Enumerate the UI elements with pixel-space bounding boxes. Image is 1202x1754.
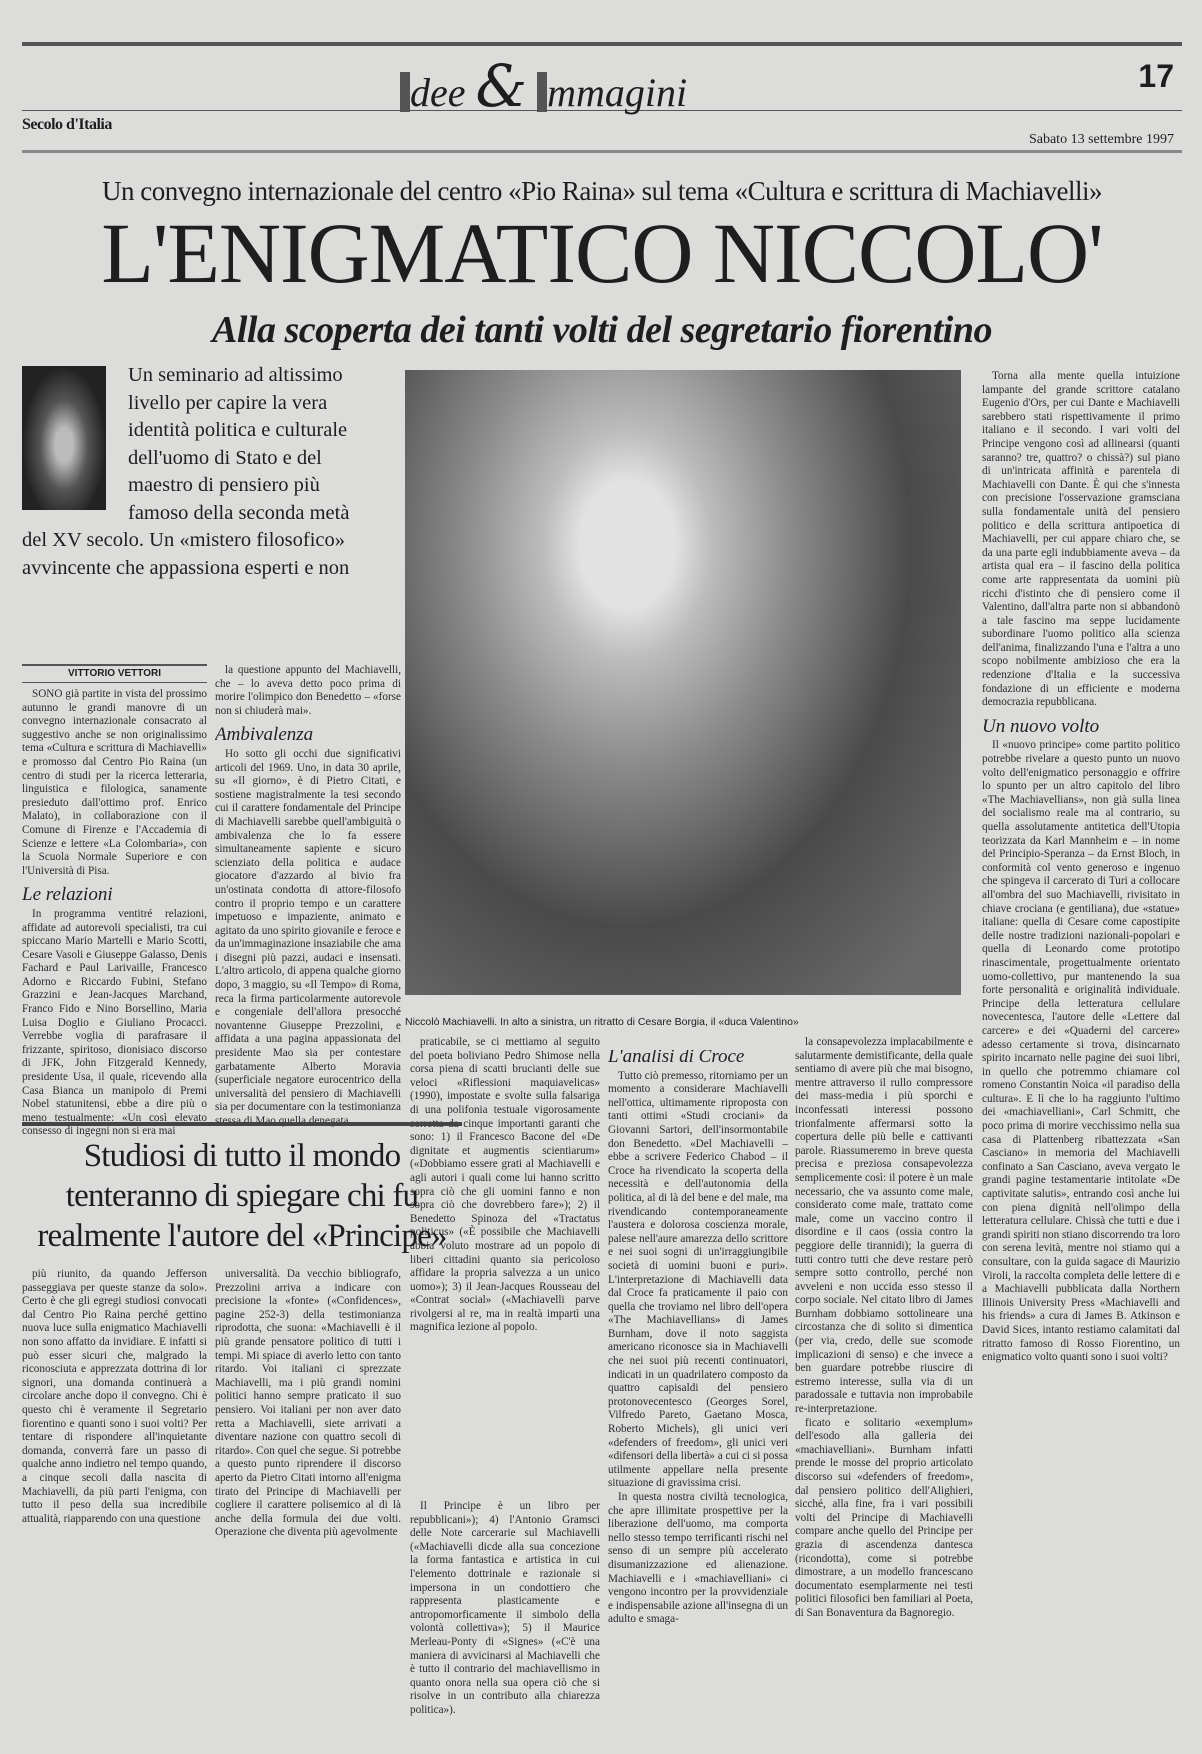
paragraph: la consapevolezza implacabilmente e salutarmente demistificante, della quale sentiamo di avere più che mai bisogno, mentre attraverso il rullo compressore dei mass-media i più sporchi e inconfessati interessi possono trionfalmente affermarsi sotto la copertura delle più belle e cattivanti parole. Riassumeremo in breve questa precisa e preziosa consapevolezza semplicemente così: il potere è un male necessario, che va assunto come male, considerato come male, trattato come male, come un vaccino contro il disordine e il caos (ossia contro la peggiore delle tirannidi); la guerra di tutti contro tutti che deve restare però sempre sotto controllo, perché non avveleni e non uccida esso stesso il corpo sociale. Nel citato libro di James Burnham dobbiamo sottolineare una circostanza che di solito si dimentica (per via, credo, delle sue scomode implicazioni di senso) e che invece a ben guardare potrebbe riuscire di estremo interesse, sulla via di un paradossale e tuttavia non improbabile re-interpretazione. <box>795 1036 973 1416</box>
author-byline: VITTORIO VETTORI <box>22 664 207 683</box>
intro-text-body: Un seminario ad altissimo livello per capire la vera identità politica e culturale dell'uomo di Stato e del maestro di pensiero più famoso della seconda metà del XV secolo. Un «mistero filosofico» avvincente che appassiona esperti e non <box>22 364 350 579</box>
paragraph: più riunito, da quando Jefferson passeggiava per queste stanze da solo». Certo è che gli egregi studiosi convocati dal Centro Pio Raina perché gettino nuova luce sulla enigmatico Machiavelli non sono affatto da invidiare. E infatti si può esser sicuri che, malgrado la riconosciuta e apprezzata dottrina di lor signori, una domanda continuerà a circolare anche dopo il convegno. Chi è questo chi è veramente il Segretario fiorentino e quanti sono i suoi volti? Per tentare di rispondere all'inquietante domanda, converrà fare un passo di qualche anno indietro nel tempo quando, a cinque secoli dalla nascita di Machiavelli, da più parti l'enigma, con tutto il peso della sua incredibile attualità, riapparendo con una questione <box>22 1268 207 1525</box>
paragraph: Ho sotto gli occhi due significativi articoli del 1969. Uno, in data 30 aprile, su «Il giorno», è di Pietro Citati, e sostiene magistralmente la tesi secondo cui il carattere fondamentale del Principe di Machiavelli sarebbe quell'ambiguità o ambivalenza che lo fa essere simultaneamente sapiente e sicuro scienziato della politica e audace giocatore d'azzardo al bivio fra un'ostinata condotta di attore-filosofo contro il proprio tempo e un carattere impetuoso e impaziente, animato e agitato da uno spirito giovanile e feroce e da un'immaginazione insaziabile che ama i disegni più pazzi, audaci e insensati. L'altro articolo, di appena qualche giorno dopo, 3 maggio, su «Il Tempo» di Roma, reca la firma particolarmente autorevole e congeniale dell'allora presocché novantenne Giuseppe Prezzolini, e affidata a una pagina appassionata del presidente Mao sia per contestare garbatamente Alberto Moravia (superficiale negatore eurocentrico della universalità del pensiero di Machiavelli sia per documentare con la testimonianza stessa di Mao quella denegata <box>215 747 401 1127</box>
paragraph: Il Principe è un libro per repubblicani»); 4) l'Antonio Gramsci delle Note carcerarie sul Machiavelli («Machiavelli dicde alla sua concezione la forma fantastica e artistica in cui l'elemento dottrinale e razionale si impersona in un condottiero che rappresenta plasticamente e antropomorficamente il simbolo della volontà collettiva»); 5) il Maurice Merleau-Ponty di «Signes» («C'è una maniera di avvicinarsi al Machiavelli che è tutto il contrario del machiavellismo in quanto onora nella sua opera ciò che si risolve in un contributo alla chiarezza politica»). <box>410 1500 600 1716</box>
column-6 <box>982 370 1180 1740</box>
paragraph: Tutto ciò premesso, ritorniamo per un momento a considerare Machiavelli nell'ottica, ultimamente riproposta con tanti ottimi «Studi crociani» da Giovanni Sartori, dell'insormontabile don Benedetto. «Del Machiavelli – ebbe a scrivere Federico Chabod – il Croce ha rivendicato la scoperta della necessità e dell'autonomia della politica, al di là del bene e del male, ma rivendicando contemporaneamente l'austera e dolorosa coscienza morale, palese nell'aure amarezza dello scrittore e nei suoi sogni di un'irraggiungibile società di uomini buoni e puri». L'interpretazione di Machiavelli data dal Croce fa praticamente il paio con quella che troviamo nel libro dell'opera «The Machiavellians» di James Burnham, dove il noto saggista americano riconosce sia in Machiavelli che nei suoi più recenti continuatori, indicati in un quadrilatero composto da quattro capisaldi del pensiero protonovecentesco (Georges Sorel, Vilfredo Pareto, Gaetano Mosca, Roberto Michels), gli unici veri «defenders of freedom», gli unici veri «difensori della libertà» a cui ci si possa utilmente appellare nella presente situazione di gravissima crisi. <box>608 1069 788 1490</box>
kicker: Un convegno internazionale del centro «Pio Raina» sul tema «Cultura e scrittura di Machiavelli» <box>102 176 1102 206</box>
lower-column-1 <box>22 1268 207 1738</box>
subhead-ambivalenza: Ambivalenza <box>215 724 314 746</box>
subhead-croce: L'analisi di Croce <box>608 1050 745 1067</box>
section-title-left: dee <box>410 70 466 115</box>
top-rule <box>22 42 1182 46</box>
ampersand: & <box>475 52 528 120</box>
paragraph: la questione appunto del Machiavelli, che – lo aveva detto poco prima di morire l'olimpico don Benedetto – «forse non si chiuderà mai». <box>215 664 401 717</box>
intro-text <box>22 362 367 582</box>
paragraph: ficato e solitario «exemplum» dell'esodo alla galleria dei «machiavelliani». Burnham infatti prende le mosse del proprio articolato discorso sui «defenders of freedom», dal pensiero politico dell'Alighieri, sicché, alla fine, fra i vari possibili volti del Principe di Machiavelli compare anche quello del Principe per grazia di ascendenza dantesca (ricondotta), come si potrebbe dimostrare, a un modello francescano documentato esemplarmente nei testi politici filosofici ben familiari al Poeta, di San Bonaventura da Bagnoregio. <box>795 1416 973 1619</box>
paragraph: SONO già partite in vista del prossimo autunno le grandi manovre di un convegno internazionale consacrato al suggestivo anche se non originalissimo tema «Cultura e scrittura di Machiavelli» e promosso dal Centro Pio Raina (un centro di studi per la ricerca letteraria, linguistica e filologica, sanamente presieduto dall'ottimo prof. Enrico Malato), in collaborazione con il Comune di Firenze e l'Accademia di Scienze e lettere «La Colombaria», con la Scuola Normale Superiore e con l'Università di Pisa. <box>22 688 207 877</box>
paragraph: Torna alla mente quella intuizione lampante del grande scrittore catalano Eugenio d'Ors, per cui Dante e Machiavelli sarebbero stati rispettivamente il primo italiano e il secondo. I vari volti del Principe vengono così ad allinearsi (quanti saranno? tre, quattro? o chissà?) sul piano di un'intricata affinità e parentela di Machiavelli con Dante. È qui che s'innesta con precisione l'osservazione gramsciana sulla fondamentale unità del pensiero politico e della scrittura antipoetica di Machiavelli, per cui appare chiaro che, se da una parte egli indubbiamente aveva – da artista qual era – il fascino della politica come arte rappresentata da uomini più ricchi d'istinto che di pensiero come il Valentino, dall'altra parte non si abbandonò a tale fascino ma seppe lucidamente subordinare l'uomo politico alla scienza dell'anima, finalizzando l'una e l'altra a uno scopo nobilmente ambizioso che era la redenzione d'Italia e la successiva fondazione di un efficiente e moderna democrazia repubblicana. <box>982 370 1180 709</box>
column-4 <box>608 1050 788 1740</box>
paragraph: In programma ventitré relazioni, affidate ad autorevoli specialisti, tra cui spiccano Mario Martelli e Mario Scotti, Cesare Vasoli e Giuseppe Galasso, Denis Fachard e Paul Larivaille, Francesco Adorno e Riccardo Fubini, Stefano Grazzini e Jean-Jacques Marchand, Franco Fido e Nino Borsellino, Maria Luisa Doglio e Giuliano Procacci. Verrebbe voglia di parafrasare il frizzante, spiritoso, dionisiaco discorso di JFK, John Fitzgerald Kennedy, presidente Usa, il quale, ricevendo alla Casa Bianca un manipolo di Premi Nobel statunitensi, ebbe a dire più o meno testualmente: «Un così elevato consesso di ingegni non si era mai <box>22 907 207 1138</box>
paragraph: In questa nostra civiltà tecnologica, che apre illimitate prospettive per la liberazione dell'uomo, ma comporta nello stesso tempo terrificanti rischi nel senso di un sempre più accelerato disumanizzazione ed alienazione. Machiavelli e i «machiavelliani» ci vengono incontro per la provvidenziale e indispensabile azione all'insegna di un adulto e smaga- <box>608 1491 788 1626</box>
issue-date: Sabato 13 settembre 1997 <box>1028 132 1174 147</box>
page-number: 17 <box>1138 58 1174 94</box>
section-title <box>400 52 800 120</box>
headline: L'ENIGMATICO NICCOLO' <box>101 205 1103 301</box>
paragraph: Il «nuovo principe» come partito politico potrebbe rivelare a questo punto un nuovo volto dell'enigmatico personaggio e offrire lo spunto per un altro capitolo del libro «The Machiavellians», non già sulla linea del socialismo reale ma al contrario, su quella assolutamente antitetica dell'Utopia teorizzata da Karl Mannheim e – in nome del Principio-Speranza – da Ernst Bloch, in conformità col vento generoso e ingenuo che spingeva il carcerato di Turi a collocare all'ombra del suo Machiavelli, rivisitato in chiave crociana (e gentiliana), due «statue» italiane: quella di Cesare come capostipite delle nostre tradizioni nazionali-popolari e quella di Leonardo come prototipo rinascimentale, progettualmente orientato uomo-collettivo, pur mantenendo la sua forte personalità e originalità individuale. Principe della letteratura cellulare novecentesca, l'autore delle «Lettere dal carcere» e dei «Quaderni del carcere» adesso certamente si trova, disincarnato spirito incarnato nelle pagine dei suoi libri, in quello che potremmo chiamare col romeno Constantin Noica «il paradiso della cultura». E lì che lo ha raggiunto l'ultimo dei «machiavelliani», Carl Schmitt, che poco prima di morire vecchissimo nella sua casa di Plattenberg ribattezzata «San Casciano» in memoria del Machiavelli confinato a San Casciano, aveva vergato le grandi pagine testamentarie intitolate «De captivitate salutis», entrando così anche lui con piena dignità nell'olimpo della letteratura cellulare. Chissà che tutti e due i grandi spiriti non stiano discorrendo tra loro con serena levità, mentre noi stiamo qui a consultare, con la guida sagace di Maurizio Viroli, la raccolta completa delle lettere di e a Machiavelli pubblicata dalla Northern Illinois University Press «Machiavelli and his friends» a cura di James B. Atkinson e David Sices, intanto restiamo calamitati dal ritratto famoso di Rosso Fiorentino, un enigmatico volto quanti sono i suoi volti? <box>982 739 1180 1364</box>
machiavelli-portrait <box>405 370 961 995</box>
subhead-relazioni: Le relazioni <box>22 884 113 906</box>
newspaper-name: Secolo d'Italia <box>22 116 112 133</box>
paragraph: universalità. Da vecchio bibliografo, Prezzolini arriva a indicare con precisione la «fonte» («Confidences», pagine 252-3) della testimonianza riprodotta, che suona: «Machiavelli è il più grande pensatore politico di tutti i tempi. Mi spiace di averlo letto con tanto ritardo. Voi italiani ci sprezzate Machiavelli, ma i più grandi nomini politici hanno sempre praticato il suo pensiero. Voi italiani per non aver dato retta a Machiavelli, siete arrivati a diventare nazione con quattro secoli di ritardo». Con quel che segue. Si potrebbe a questo punto riprendere il discorso aperto da Pietro Citati intorno all'enigma tirato del Principe di Machiavelli per cogliere il carattere polisemico al di là anche della formula dei due volti. Operazione che diventa più agevolmente <box>215 1268 401 1539</box>
paragraph: praticabile, se ci mettiamo al seguito del poeta boliviano Pedro Shimose nella corsa piena di scatti brucianti delle sue veloci «Riflessioni maquiavelicas» (1990), impostate e svolte sulla falsariga di una polifonia testuale vigorosamente sorretta da cinque importanti garanti che sono: 1) il Francesco Bacone del «De dignitate et augmentis scientiarum» («Dobbiamo essere grati al Machiavelli e agli autori i quali come lui hanno scritto sopra ciò che gli uomini fanno e non sopra ciò che dovrebbero fare»); 2) il Benedetto Spinoza del «Tractatus politicus» («È possibile che Machiavelli abbia voluto mostrare ad un popolo di liberi cittadini quanto sia pericoloso affidare la propria salvezza a un unico uomo»); 3) il Jean-Jacques Rousseau del «Contrat social» («Machiavelli parve rivolgersi al re, ma in realtà impartì una magnifica lezione al popolo. <box>410 1036 600 1334</box>
photo-caption: Niccolò Machiavelli. In alto a sinistra, un ritratto di Cesare Borgia, il «duca Valentino» <box>405 1016 799 1028</box>
subhead-nuovo-volto: Un nuovo volto <box>982 715 1100 737</box>
section-title-right: mmagini <box>547 70 688 115</box>
column-5 <box>795 1036 973 1736</box>
subtitle: Alla scoperta dei tanti volti del segretario fiorentino <box>212 309 992 351</box>
lower-column-3 <box>410 1500 600 1740</box>
box-title: Studiosi di tutto il mondo tenteranno di spiegare chi fu realmente l'autore del «Principe» <box>22 1122 462 1266</box>
header-bottom-rule <box>22 150 1182 153</box>
lower-column-2 <box>215 1268 401 1738</box>
